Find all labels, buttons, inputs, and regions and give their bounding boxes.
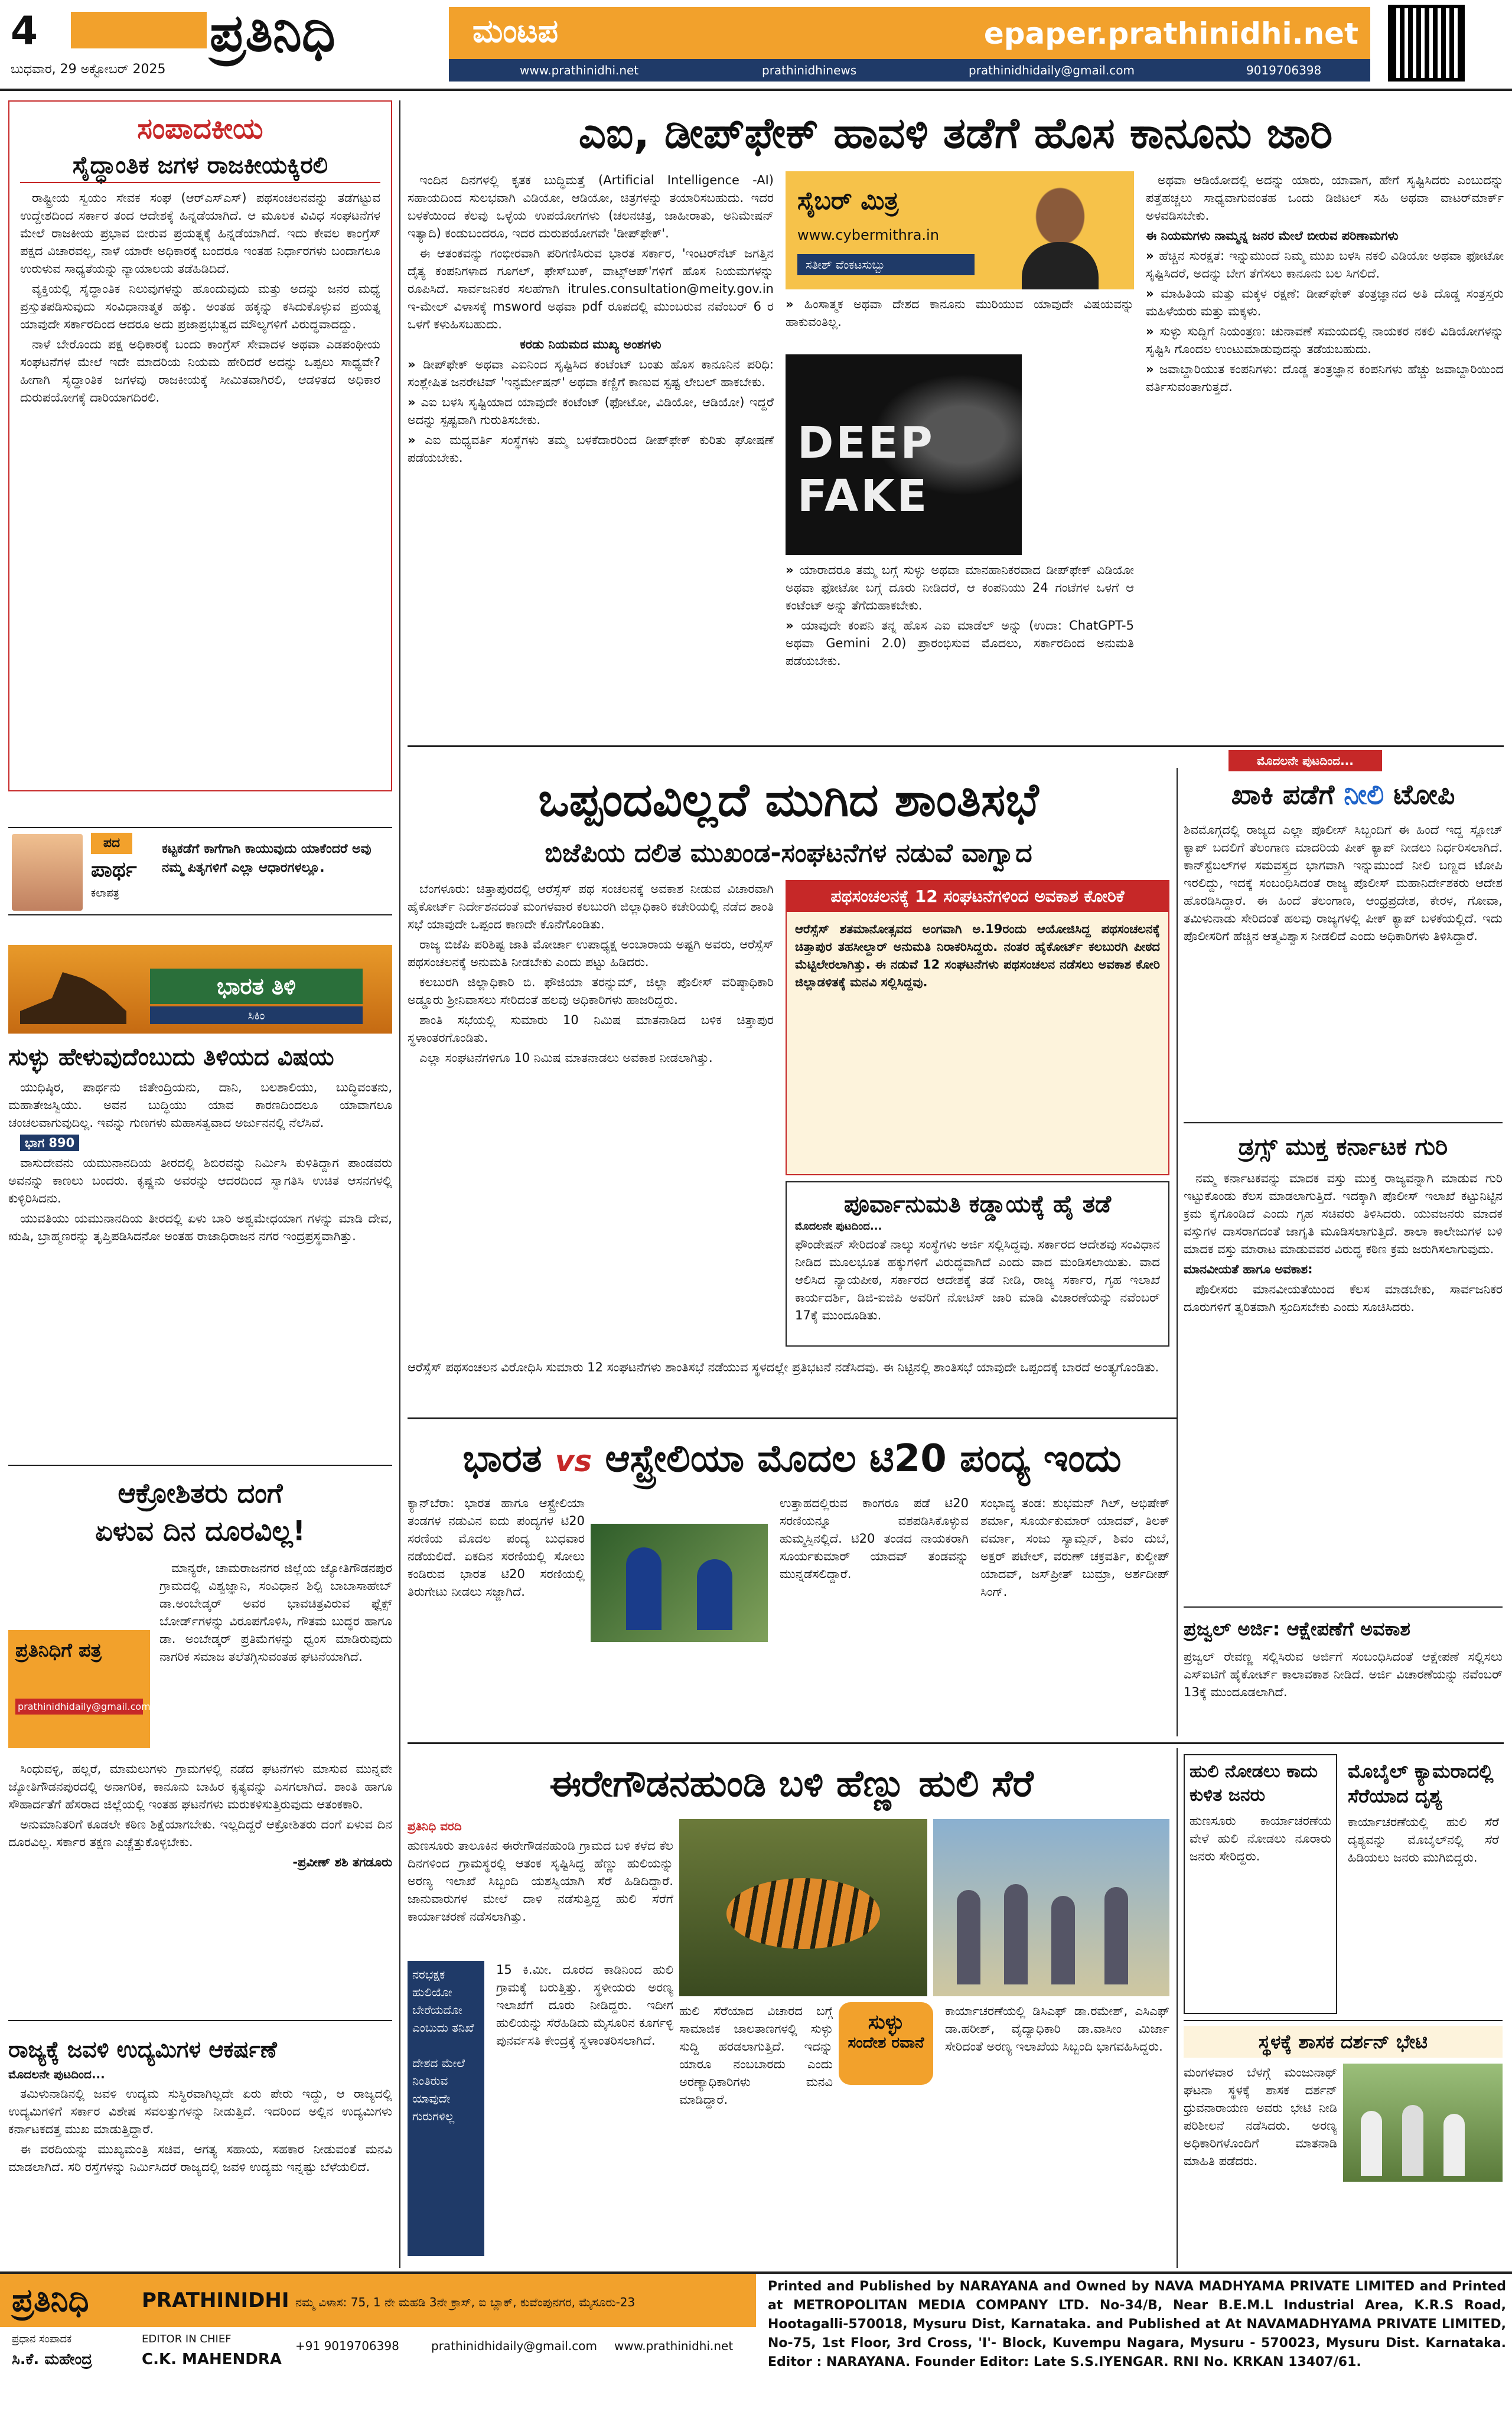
chariot-icon [20,959,126,1024]
editorial-paragraph: ವ್ಯಕ್ತಿಯಲ್ಲಿ ಸೈದ್ಧಾಂತಿಕ ನಿಲುವುಗಳನ್ನು ಹೊಂದುವುದು ಮತ್ತು ಅದನ್ನು ಜನರ ಮಧ್ಯೆ ಪ್ರಸ್ತುತಪಡಿಸುವುದು ಸಂವಿಧಾನಾತ್ಮಕ ಹಕ್ಕು. ಅಂತಹ ಹಕ್ಕನ್ನು ಕಸಿದುಕೊಳ್ಳುವ ಪ್ರಯತ್ನ ಯಾವುದೇ ಸರ್ಕಾರದಿಂದ ಆದರೂ ಅದು ಪ್ರಜಾಪ್ರಭುತ್ವದ ಮೌಲ್ಯಗಳಿಗೆ ವಿರುದ್ಧವಾದದ್ದು. [20,282,380,331]
peace-subheadline: ಬಿಜೆಪಿಯ ದಲಿತ ಮುಖಂಡ-ಸಂಘಟನೆಗಳ ನಡುವೆ ವಾಗ್ವಾದ [545,838,1032,868]
jobs-body [8,2085,392,2262]
footer-imprint: Printed and Published by NARAYANA and Owned by NAVA MADHYAMA PRIVATE LIMITED and Printed at METROPOLITAN MEDIA COMPANY LTD. No-34/B, Near B.E.M.L Industrial Area, K.R.S Road, Hootagalli-570018, Mysuru Dist, Karnataka. and Published at At NAVAMADHYAMA PRIVATE LIMITED, No-75, 1st Floor, 3rd Cross, 'I'- Block, Kuvempu Nagara, Mysuru - 570023, Mysuru Dist. Karnataka. Editor : NARAYANA. Founder Editor: Late S.S.IYENGAR. RNI No. KRKAN 13407/61. [768,2279,1506,2370]
drug-subhead: ಮಾನವೀಯತೆ ಹಾಗೂ ಅವಕಾಶ: [1184,1262,1313,1276]
bharata-paragraph: ಯುಧಿಷ್ಠಿರ, ಪಾರ್ಥನು ಜಿತೇಂದ್ರಿಯನು, ದಾನಿ, ಬಲಶಾಲಿಯು, ಬುದ್ಧಿವಂತನು, ಮಹಾತೇಜಸ್ವಿಯು. ಅವನ ಬುದ್ಧಿಯು ಯಾವ ಕಾರಣದಿಂದಲೂ ಯಾವಾಗಲೂ ಚಂಚಲವಾಗುವುದಿಲ್ಲ. ಇವನ್ನು ಗುಣಗಳು ಮಹಾಸತ್ವವಾದ ಅರ್ಜುನನಲ್ಲಿ ನೆಲೆಸಿವೆ. [8,1080,392,1130]
ai-bullet: » ಎಐ ಬಳಸಿ ಸೃಷ್ಟಿಯಾದ ಯಾವುದೇ ಕಂಟೆಂಟ್ (ಫೋಟೋ, ವಿಡಿಯೋ, ಆಡಿಯೋ) ಇದ್ದರೆ ಅದನ್ನು ಸ್ಪಷ್ಟವಾಗಿ ಗುರುತಿಸಬೇಕು. [408,393,774,429]
bharata-paragraph: ವಾಸುದೇವನು ಯಮುನಾನದಿಯ ತೀರದಲ್ಲಿ ಶಿಬಿರವನ್ನು ನಿರ್ಮಿಸಿ ಕುಳಿತಿದ್ದಾಗ ಪಾಂಡವರು ಅವನನ್ನು ಕಾಣಲು ಬಂದರು. ಕೃಷ್ಣನು ಅವರನ್ನು ಆದರದಿಂದ ಸ್ವಾಗತಿಸಿ ಉಚಿತ ಆಸನಗಳಲ್ಲಿ ಕುಳ್ಳಿರಿಸಿದನು. [8,1156,392,1205]
mobile-camera-text: ಕಾರ್ಯಾಚರಣೆಯಲ್ಲಿ ಹುಲಿ ಸೆರೆ ದೃಶ್ಯವನ್ನು ಮೊಬೈಲ್‌ನಲ್ಲಿ ಸೆರೆ ಹಿಡಿಯಲು ಜನರು ಮುಗಿಬಿದ್ದರು. [1348,1815,1499,1865]
brand-logo: ಪ್ರತಿನಿಧಿ [210,2,335,63]
editorial-paragraph: ನಾಳೆ ಬೇರೊಂದು ಪಕ್ಷ ಅಧಿಕಾರಕ್ಕೆ ಬಂದು ಕಾಂಗ್ರೆಸ್ ಸೇವಾದಳ ಅಥವಾ ಎಡಪಂಥೀಯ ಸಂಘಟನೆಗಳ ಮೇಲೆ ಇದೇ ಮಾದರಿಯ ನಿಯಮ ಹೇರಿದರೆ ಅದನ್ನು ಒಪ್ಪಲು ಸಾಧ್ಯವೇ? ಹೀಗಾಗಿ ಸೈದ್ಧಾಂತಿಕ ಜಗಳವು ರಾಜಕೀಯಕ್ಕೆ ಸೀಮಿತವಾಗಿರಲಿ, ಆಡಳಿತದ ಅಧಿಕಾರ ದುರುಪಯೋಗಕ್ಕೆ ದಾರಿಯಾಗದಿರಲಿ. [20,337,380,405]
ai-bullet: » ಯಾರಾದರೂ ತಮ್ಮ ಬಗ್ಗೆ ಸುಳ್ಳು ಅಥವಾ ಮಾನಹಾನಿಕರವಾದ ಡೀಪ್‌ಫೇಕ್ ವಿಡಿಯೋ ಅಥವಾ ಫೋಟೋ ಬಗ್ಗೆ ದೂರು ನೀಡಿದರೆ, ಆ ಕಂಪನಿಯು 24 ಗಂಟೆಗಳ ಒಳಗೆ ಆ ಕಂಟೆಂಟ್ ಅನ್ನು ತೆಗೆದುಹಾಕಬೇಕು. [786,561,1134,614]
prajwal-headline: ಪ್ರಜ್ವಲ್ ಅರ್ಜಿ: ಆಕ್ಷೇಪಣೆಗೆ ಅವಕಾಶ [1184,1618,1410,1640]
columnist-quote: ಕಟ್ಟಕಡೆಗೆ ಕಾಗೆಗಾಗಿ ಕಾಯುವುದು ಯಾಕೆಂದರೆ ಅವು ನಮ್ಮ ಪಿತೃಗಳಿಗೆ ಎಲ್ಲಾ ಆಧಾರಗಳಲ್ಲೂ. [162,842,372,875]
ai-paragraph: ಇಂದಿನ ದಿನಗಳಲ್ಲಿ ಕೃತಕ ಬುದ್ಧಿಮತ್ತೆ (Artificial Intelligence -AI) ಸಹಾಯದಿಂದ ಸುಲಭವಾಗಿ ವಿಡಿಯೋ, ಆಡಿಯೋ, ಚಿತ್ರಗಳನ್ನು ತಯಾರಿಸಬಹುದು. ಇದರ ಬಳಕೆಯಿಂದ ಕೆಲವು ಒಳ್ಳೆಯ ಉಪಯೋಗಗಳು (ಚಲನಚಿತ್ರ, ಜಾಹೀರಾತು, ಅನಿಮೇಷನ್ ಇತ್ಯಾದಿ) ಕಂಡುಬಂದರೂ, ಇದರ ದುರುಪಯೋಗವೇ 'ಡೀಪ್‌ಫೇಕ್'. [408,173,774,240]
bharata-paragraph: ಯುವತಿಯು ಯಮುನಾನದಿಯ ತೀರದಲ್ಲಿ ಏಳು ಬಾರಿ ಅಶ್ವಮೇಧಯಾಗ ಗಳನ್ನು ಮಾಡಿ ದೇವ, ಋಷಿ, ಬ್ರಾಹ್ಮಣರನ್ನು ತೃಪ್ತಿಪಡಿಸಿದನೋ ಅಂತಹ ರಾಜಾಧಿರಾಜನ ನಗರ ಇಂದ್ರಪ್ರಸ್ಥವಾಗಿತ್ತು. [8,1211,392,1243]
mla-visit-photo [1343,2064,1503,2182]
ai-col-3b [786,561,1134,738]
editorial-headline: ಸೈದ್ಧಾಂತಿಕ ಜಗಳ ರಾಜಕೀಯಕ್ಕಿರಲಿ [20,148,380,183]
tiger-side-text-1: ನರಭಕ್ಷಕ ಹುಲಿಯೋ ಬೇರೆಯದೋ ಎಂಬುದು ತನಿಖೆ [412,1967,474,2035]
opinion-body-right [159,1559,392,1760]
peace-box-title: ಪಥಸಂಚಲನಕ್ಕೆ 12 ಸಂಘಟನೆಗಳಿಂದ ಅವಕಾಶ ಕೋರಿಕೆ [787,881,1168,912]
peace-box-text: ಆರೆಸ್ಸೆಸ್ ಶತಮಾನೋತ್ಸವದ ಅಂಗವಾಗಿ ಅ.19ರಂದು ಆಯೋಜಿಸಿದ್ದ ಪಥಸಂಚಲನಕ್ಕೆ ಚಿತ್ತಾಪುರ ತಹಸೀಲ್ದಾರ್ ಅನುಮತಿ ನಿರಾಕರಿಸಿದ್ದರು. ನಂತರ ಹೈಕೋರ್ಟ್ ಕಲಬುರಗಿ ಪೀಠದ ಮೆಟ್ಟಿಲೇರಲಾಗಿತ್ತು. ಈ ನಡುವೆ 12 ಸಂಘಟನೆಗಳು ಪಥಸಂಚಲನ ನಡೆಸಲು ಅವಕಾಶ ಕೋರಿ ಜಿಲ್ಲಾಡಳಿತಕ್ಕೆ ಮನವಿ ಸಲ್ಲಿಸಿದ್ದವು. [795,922,1160,989]
peace-red-box [786,880,1169,1175]
khaki-headline [1184,774,1503,815]
masthead [0,0,1512,89]
letters-email[interactable]: prathinidhidaily@gmail.com [15,1699,143,1715]
editorial-body [20,189,380,406]
jobs-paragraph: ತಮಿಳುನಾಡಿನಲ್ಲಿ ಜವಳಿ ಉದ್ಯಮ ಸುಸ್ಥಿರವಾಗಿಲ್ಲದೇ ಏರು ಪೇರು ಇದ್ದು, ಆ ರಾಜ್ಯದಲ್ಲಿ ಉದ್ಯಮಿಗಳಿಗೆ ಸರ್ಕಾರ ವಿಶೇಷ ಸವಲತ್ತುಗಳನ್ನು ನೀಡುತ್ತಿದೆ. ಇದರಿಂದ ಅಲ್ಲಿನ ಉದ್ಯಮಿಗಳು ಕರ್ನಾಟಕದತ್ತ ಮುಖ ಮಾಡುತ್ತಿದ್ದಾರೆ. [8,2087,392,2136]
hc-text: ಫೌಂಡೇಷನ್ ಸೇರಿದಂತೆ ನಾಲ್ಕು ಸಂಸ್ಥೆಗಳು ಅರ್ಜಿ ಸಲ್ಲಿಸಿದ್ದವು. ಸರ್ಕಾರದ ಆದೇಶವು ಸಂವಿಧಾನ ನೀಡಿದ ಮೂಲಭೂತ ಹಕ್ಕುಗಳಿಗೆ ವಿರುದ್ಧವಾಗಿದೆ ಎಂದು ವಾದ ಮಂಡಿಸಲಾಯಿತು. ವಾದ ಆಲಿಸಿದ ನ್ಯಾಯಪೀಠ, ಸರ್ಕಾರದ ಆದೇಶಕ್ಕೆ ತಡೆ ನೀಡಿ, ರಾಜ್ಯ ಸರ್ಕಾರ, ಗೃಹ ಇಲಾಖೆ ಕಾರ್ಯದರ್ಶಿ, ಡಿಜಿ-ಐಜಿಪಿ ಅವರಿಗೆ ನೋಟಿಸ್ ಜಾರಿ ಮಾಡಿ ವಿಚಾರಣೆಯನ್ನು ನವೆಂಬರ್ 17ಕ್ಕೆ ಮುಂದೂಡಿತು. [795,1237,1160,1322]
peace-paragraph: ಎಲ್ಲಾ ಸಂಘಟನೆಗಳಿಗೂ 10 ನಿಮಿಷ ಮಾತನಾಡಲು ಅವಕಾಶ ನೀಡಲಾಗಿತ್ತು. [419,1051,713,1065]
peace-paragraph: ರಾಜ್ಯ ಬಿಜೆಪಿ ಪರಿಶಿಷ್ಟ ಜಾತಿ ಮೋರ್ಚಾ ಉಪಾಧ್ಯಕ್ಷ ಅಂಬಾರಾಯ ಅಷ್ಟಗಿ ಅವರು, ಆರೆಸ್ಸೆಸ್ ಪಥಸಂಚಲನಕ್ಕೆ ಅನುಮತಿ ನೀಡಬೇಕು ಎಂದು ಪಟ್ಟು ಹಿಡಿದರು. [408,937,774,969]
tiger-watch-title: ಹುಲಿ ನೋಡಲು ಕಾದು ಕುಳಿತ ಜನರು [1190,1761,1318,1805]
bharata-part-tag: ಭಾಗ 890 [20,1135,79,1151]
tiger-col-1: ಹುಣಸೂರು ತಾಲೂಕಿನ ಈರೇಗೌಡನಹುಂಡಿ ಗ್ರಾಮದ ಬಳಿ ಕಳೆದ ಕೆಲ ದಿನಗಳಿಂದ ಗ್ರಾಮಸ್ಥರಲ್ಲಿ ಆತಂಕ ಸೃಷ್ಟಿಸಿದ್ದ ಹೆಣ್ಣು ಹುಲಿಯನ್ನು ಅರಣ್ಯ ಇಲಾಖೆ ಸಿಬ್ಬಂದಿ ಯಶಸ್ವಿಯಾಗಿ ಸೆರೆ ಹಿಡಿದಿದ್ದಾರೆ. ಜಾನುವಾರುಗಳ ಮೇಲೆ ದಾಳಿ ನಡೆಸುತ್ತಿದ್ದ ಹುಲಿ ಸೆರೆಗೆ ಕಾರ್ಯಾಚರಣೆ ನಡೆಸಲಾಗಿತ್ತು. [408,1839,673,1924]
cricket-col-4: ಸಂಭಾವ್ಯ ತಂಡ: ಶುಭಮನ್ ಗಿಲ್, ಅಭಿಷೇಕ್ ಶರ್ಮಾ, ಸೂರ್ಯಕುಮಾರ್ ಯಾದವ್, ತಿಲಕ್ ವರ್ಮಾ, ಸಂಜು ಸ್ಯಾಮ್ಸನ್, ಶಿವಂ ದುಬೆ, ಅಕ್ಷರ್ ಪಟೇಲ್, ವರುಣ್ ಚಕ್ರವರ್ತಿ, ಕುಲ್ದೀಪ್ ಯಾದವ್, ಜಸ್‌ಪ್ರೀತ್ ಬುಮ್ರಾ, ಅರ್ಶದೀಪ್ ಸಿಂಗ್. [980,1496,1169,1599]
date: ಬುಧವಾರ, 29 ಅಕ್ಟೋಬರ್ 2025 [11,62,166,77]
drug-paragraph: ಪೊಲೀಸರು ಮಾನವೀಯತೆಯಿಂದ ಕೆಲಸ ಮಾಡಬೇಕು, ಸಾರ್ವಜನಿಕರ ದೂರುಗಳಿಗೆ ತ್ವರಿತವಾಗಿ ಸ್ಪಂದಿಸಬೇಕು ಎಂದು ಸೂಚಿಸಿದರು. [1184,1282,1503,1314]
ai-bullet: » ಹಿಂಸಾತ್ಮಕ ಅಥವಾ ದೇಶದ ಕಾನೂನು ಮುರಿಯುವ ಯಾವುದೇ ವಿಷಯವನ್ನು ಹಾಕುವಂತಿಲ್ಲ. [786,295,1134,331]
cricket-col-3: ಉತ್ತಾಹದಲ್ಲಿರುವ ಕಾಂಗರೂ ಪಡೆ ಟಿ20 ಸರಣಿಯನ್ನೂ ವಶಪಡಿಸಿಕೊಳ್ಳುವ ಹುಮ್ಮಸ್ಸಿನಲ್ಲಿದೆ. ಟಿ20 ತಂಡದ ನಾಯಕರಾಗಿ ಸೂರ್ಯಕುಮಾರ್ ಯಾದವ್ ತಂಡವನ್ನು ಮುನ್ನಡೆಸಲಿದ್ದಾರೆ. [780,1496,969,1581]
khaki-headline-a: ಖಾಕಿ ಪಡೆಗೆ [1231,778,1344,810]
tiger-watch-box [1184,1754,1337,2014]
drug-body [1184,1169,1503,1601]
ai-subhead: ಕರಡು ನಿಯಮದ ಮುಖ್ಯ ಅಂಶಗಳು [520,337,662,351]
footer-editor-kn: ಸಿ.ಕೆ. ಮಹೇಂದ್ರ [12,2351,93,2368]
mobile-camera-box [1343,1754,1504,2014]
prajwal-body: ಪ್ರಜ್ವಲ್ ರೇವಣ್ಣ ಸಲ್ಲಿಸಿರುವ ಅರ್ಜಿಗೆ ಸಂಬಂಧಿಸಿದಂತೆ ಆಕ್ಷೇಪಣೆ ಸಲ್ಲಿಸಲು ಎಸ್‌ಐಟಿಗೆ ಹೈಕೋರ್ಟ್ ಕಾಲಾವಕಾಶ ನೀಡಿದೆ. ಅರ್ಜಿ ವಿಚಾರಣೆಯನ್ನು ನವೆಂಬರ್ 13ಕ್ಕೆ ಮುಂದೂಡಲಾಗಿದೆ. [1184,1650,1503,1699]
jobs-continued: ಮೊದಲನೇ ಪುಟದಿಂದ... [8,2067,105,2081]
peace-paragraph: ಶಾಂತಿ ಸಭೆಯಲ್ಲಿ ಸುಮಾರು 10 ನಿಮಿಷ ಮಾತನಾಡಿದ ಬಳಿಕ ಚಿತ್ತಾಪುರ ಸ್ಥಳಾಂತರಗೊಂಡಿತು. [408,1013,774,1045]
drug-headline: ಡ್ರಗ್ಸ್ ಮುಕ್ತ ಕರ್ನಾಟಕ ಗುರಿ [1238,1133,1448,1161]
cyber-mitra-box [786,171,1134,289]
peace-bottom: ಆರೆಸ್ಸೆಸ್ ಪಥಸಂಚಲನ ವಿರೋಧಿಸಿ ಸುಮಾರು 12 ಸಂಘಟನೆಗಳು ಶಾಂತಿಸಭೆ ನಡೆಯುವ ಸ್ಥಳದಲ್ಲೇ ಪ್ರತಿಭಟನೆ ನಡೆಸಿದವು. ಈ ನಿಟ್ಟಿನಲ್ಲಿ ಶಾಂತಿಸಭೆ ಯಾವುದೇ ಒಪ್ಪಂದಕ್ಕೆ ಬಾರದೆ ಅಂತ್ಯಗೊಂಡಿತು. [408,1360,1159,1374]
author-photo [998,177,1122,289]
columnist-avatar [12,834,83,911]
ai-bullet: » ಯಾವುದೇ ಕಂಪನಿ ತನ್ನ ಹೊಸ ಎಐ ಮಾಡೆಲ್ ಅನ್ನು (ಉದಾ: ChatGPT-5 ಅಥವಾ Gemini 2.0) ಪ್ರಾರಂಭಿಸುವ ಮೊದಲು, ಸರ್ಕಾರದಿಂದ ಅನುಮತಿ ಪಡೆಯಬೇಕು. [786,617,1134,670]
website-link[interactable]: www.prathinidhi.net [520,63,639,77]
peace-paragraph: ಕಲಬುರಗಿ ಜಿಲ್ಲಾಧಿಕಾರಿ ಬಿ. ಫೌಜಿಯಾ ತರನ್ನುಮ್, ಜಿಲ್ಲಾ ಪೊಲೀಸ್ ವರಿಷ್ಠಾಧಿಕಾರಿ ಅಡ್ಡೂರು ಶ್ರೀನಿವಾಸಲು ಸೇರಿದಂತೆ ಹಲವು ಅಧಿಕಾರಿಗಳು ಹಾಜರಿದ್ದರು. [408,975,774,1007]
ai-col-4 [1146,171,1504,738]
footer-phone: +91 9019706398 [295,2339,399,2353]
cyber-mitra-site[interactable]: www.cybermithra.in [797,227,939,243]
opinion-headline-1: ಆಕ್ರೋಶಿತರು ದಂಗೆ [118,1477,283,1509]
ai-headline: ಎಐ, ಡೀಪ್‌ಫೇಕ್ ಹಾವಳಿ ತಡೆಗೆ ಹೊಸ ಕಾನೂನು ಜಾರಿ [578,108,1333,158]
ai-subhead: ಈ ನಿಯಮಗಳು ನಾಮ್ಮನ್ನ ಜನರ ಮೇಲೆ ಬೀರುವ ಪರಿಣಾಮಗಳು [1146,229,1399,243]
email-link[interactable]: prathinidhidaily@gmail.com [969,63,1135,77]
tiger-byline: ಪ್ರತಿನಿಧಿ ವರದಿ [408,1819,462,1833]
opinion-paragraph: ಸಿಂಧುವಳ್ಳಿ, ಹಲ್ಲರೆ, ಮಾಮಲುಗಳು ಗ್ರಾಮಗಳಲ್ಲಿ ನಡೆದ ಘಟನೆಗಳು ಮಾಸುವ ಮುನ್ನವೇ ಜ್ಯೋತಿಗೌಡನಪುರದಲ್ಲಿ ಅನಾಗರಿಕ, ಕಾನೂನು ಬಾಹಿರ ಕೃತ್ಯವನ್ನು ಎಸಗಲಾಗಿದೆ. ಶಾಂತಿ ಹಾಗೂ ಸೌಹಾರ್ದತೆಗೆ ಹೆಸರಾದ ಜಿಲ್ಲೆಯಲ್ಲಿ ಇಂತಹ ಘಟನೆಗಳು ಮರುಕಳಿಸುತ್ತಿರುವುದು ಆತಂಕಕಾರಿ. [8,1762,392,1811]
ai-bullet: » ಮಾಹಿತಿಯ ಮತ್ತು ಮಕ್ಕಳ ರಕ್ಷಣೆ: ಡೀಪ್‌ಫೇಕ್ ತಂತ್ರಜ್ಞಾನದ ಅತಿ ದೊಡ್ಡ ಸಂತ್ರಸ್ತರು ಮಹಿಳೆಯರು ಮತ್ತು ಮಕ್ಕಳು. [1146,285,1504,320]
editorial-title: ಸಂಪಾದಕೀಯ [137,112,263,145]
opinion-paragraph: ಅನುಮಾನಿತರಿಗೆ ಕೂಡಲೇ ಕಠಿಣ ಶಿಕ್ಷೆಯಾಗಬೇಕು. ಇಲ್ಲದಿದ್ದರೆ ಆಕ್ರೋಶಿತರು ದಂಗೆ ಏಳುವ ದಿನ ದೂರವಿಲ್ಲ. ಸರ್ಕಾರ ತಕ್ಷಣ ಎಚ್ಚೆತ್ತುಕೊಳ್ಳಬೇಕು. [8,1817,392,1849]
mobile-camera-title: ಮೊಬೈಲ್ ಕ್ಯಾಮರಾದಲ್ಲಿ ಸೆರೆಯಾದ ದೃಶ್ಯ [1348,1760,1494,1807]
tiger-col-3: ಹುಲಿ ಸೆರೆಯಾದ ವಿಚಾರದ ಬಗ್ಗೆ ಸಾಮಾಜಿಕ ಜಾಲತಾಣಗಳಲ್ಲಿ ಸುಳ್ಳು ಸುದ್ದಿ ಹರಡಲಾಗುತ್ತಿದೆ. ಇದನ್ನು ಯಾರೂ ನಂಬಬಾರದು ಎಂದು ಅರಣ್ಯಾಧಿಕಾರಿಗಳು ಮನವಿ ಮಾಡಿದ್ದಾರೆ. [679,2004,833,2107]
hc-headline: ಪೂರ್ವಾನುಮತಿ ಕಡ್ಡಾಯಕ್ಕೆ ಹೈ ತಡೆ [843,1191,1112,1218]
footer-email[interactable]: prathinidhidaily@gmail.com [431,2339,597,2353]
jobs-headline: ರಾಜ್ಯಕ್ಕೆ ಜವಳಿ ಉದ್ಯಮಿಗಳ ಆಕರ್ಷಣೆ [8,2036,277,2062]
opinion-paragraph: ಮಾನ್ಯರೇ, ಚಾಮರಾಜನಗರ ಜಿಲ್ಲೆಯ ಜ್ಯೋತಿಗೌಡನಪುರ ಗ್ರಾಮದಲ್ಲಿ ವಿಶ್ವಜ್ಞಾನಿ, ಸಂವಿಧಾನ ಶಿಲ್ಪಿ ಬಾಬಾಸಾಹೇಬ್ ಡಾ.ಅಂಬೇಡ್ಕರ್ ಅವರ ಭಾವಚಿತ್ರವಿರುವ ಫ್ಲೆಕ್ಸ್ ಬೋರ್ಡ್‌ಗಳನ್ನು ವಿರೂಪಗೊಳಿಸಿ, ಗೌತಮ ಬುದ್ಧರ ಹಾಗೂ ಡಾ. ಅಂಬೇಡ್ಕರ್ ಪ್ರತಿಮೆಗಳನ್ನು ಧ್ವಂಸ ಮಾಡಿರುವುದು ನಾಗರಿಕ ಸಮಾಜ ತಲೆತಗ್ಗಿಸುವಂತಹ ಘಟನೆಯಾಗಿದೆ. [159,1561,392,1664]
peace-col-1 [408,880,774,1352]
ai-bullet: » ಎಐ ಮಧ್ಯವರ್ತಿ ಸಂಸ್ಥೆಗಳು ತಮ್ಮ ಬಳಕೆದಾರರಿಂದ ಡೀಪ್‌ಫೇಕ್ ಕುರಿತು ಘೋಷಣೆ ಪಡೆಯಬೇಕು. [408,431,774,467]
tiger-headline: ಈರೇಗೌಡನಹುಂಡಿ ಬಳಿ ಹೆಣ್ಣು ಹುಲಿ ಸೆರೆ [549,1762,1034,1805]
columnist-box [8,827,392,915]
cricket-col-1: ಕ್ಯಾನ್‌ಬೆರಾ: ಭಾರತ ಹಾಗೂ ಆಸ್ಟ್ರೇಲಿಯಾ ತಂಡಗಳ ನಡುವಿನ ಐದು ಪಂದ್ಯಗಳ ಟಿ20 ಸರಣಿಯ ಮೊದಲ ಪಂದ್ಯ ಬುಧವಾರ ನಡೆಯಲಿದೆ. ಏಕದಿನ ಸರಣಿಯಲ್ಲಿ ಸೋಲು ಕಂಡಿರುವ ಭಾರತ ಟಿ20 ಸರಣಿಯಲ್ಲಿ ತಿರುಗೇಟು ನೀಡಲು ಸಜ್ಜಾಗಿದೆ. [408,1496,585,1599]
peace-headline: ಒಪ್ಪಂದವಿಲ್ಲದೆ ಮುಗಿದ ಶಾಂತಿಸಭೆ [538,774,1039,827]
deepfake-word-2: FAKE [797,471,930,522]
drug-paragraph: ನಮ್ಮ ಕರ್ನಾಟಕವನ್ನು ಮಾದಕ ವಸ್ತು ಮುಕ್ತ ರಾಜ್ಯವನ್ನಾಗಿ ಮಾಡುವ ಗುರಿ ಇಟ್ಟುಕೊಂಡು ಕೆಲಸ ಮಾಡಲಾಗುತ್ತಿದೆ. ಇದಕ್ಕಾಗಿ ಪೊಲೀಸ್ ಇಲಾಖೆ ಕಟ್ಟುನಿಟ್ಟಿನ ಕ್ರಮ ಕೈಗೊಂಡಿದೆ ಎಂದು ಗೃಹ ಸಚಿವರು ತಿಳಿಸಿದರು. ಯುವಜನರು ಮಾದಕ ವಸ್ತುಗಳ ದಾಸರಾಗದಂತೆ ಜಾಗೃತಿ ಮೂಡಿಸಲಾಗುತ್ತಿದೆ. ಶಾಲಾ ಕಾಲೇಜುಗಳ ಬಳಿ ಮಾದಕ ವಸ್ತು ಮಾರಾಟ ಮಾಡುವವರ ವಿರುದ್ಧ ಕಠಿಣ ಕ್ರಮ ಜರುಗಿಸಲಾಗುವುದು. [1184,1171,1503,1256]
footer-editor-en: C.K. MAHENDRA [142,2351,282,2368]
cricket-headline-a: ಭಾರತ [462,1437,555,1481]
bharata-headline: ಸುಳ್ಳು ಹೇಳುವುದೆಂಬುದು ತಿಳಿಯದ ವಿಷಯ [8,1044,334,1071]
ai-bullet: » ಜವಾಬ್ದಾರಿಯುತ ಕಂಪನಿಗಳು: ದೊಡ್ಡ ತಂತ್ರಜ್ಞಾನ ಕಂಪನಿಗಳು ಹೆಚ್ಚು ಜವಾಬ್ದಾರಿಯಿಂದ ವರ್ತಿಸುವಂತಾಗುತ್ತದೆ. [1146,360,1504,396]
editorial-box [8,100,392,791]
hc-box [786,1181,1169,1347]
mla-visit-headline: ಸ್ಥಳಕ್ಕೆ ಶಾಸಕ ದರ್ಶನ್ ಭೇಟಿ [1184,2026,1503,2058]
bharata-body [8,1078,392,1456]
khaki-headline-c: ಟೋಪಿ [1384,778,1455,810]
tiger-side-text-2: ದೇಶದ ಮೇಲೆ ನಿಂತಿರುವ ಯಾವುದೇ ಗುರುಗಳಿಲ್ಲ [412,2056,465,2123]
footer-editor-label-kn: ಪ್ರಧಾನ ಸಂಪಾದಕ [12,2333,72,2345]
footer [0,2274,1512,2428]
footer-brand-en: PRATHINIDHI [142,2289,289,2312]
peace-continued: ಮೊದಲನೇ ಪುಟದಿಂದ... [1228,750,1382,771]
bharata-banner [8,945,392,1034]
ai-col-1 [408,171,774,738]
letters-box [8,1630,150,1748]
cricket-headline [408,1429,1177,1488]
phone-number: 9019706398 [1246,63,1322,77]
tiger-col-4: ಕಾರ್ಯಾಚರಣೆಯಲ್ಲಿ ಡಿಸಿಎಫ್ ಡಾ.ರಮೇಶ್, ಎಸಿಎಫ್ ಡಾ.ಹರೀಶ್, ವೈದ್ಯಾಧಿಕಾರಿ ಡಾ.ವಾಸೀಂ ಮಿರ್ಜಾ ಸೇರಿದಂತೆ ಅರಣ್ಯ ಇಲಾಖೆಯ ಸಿಬ್ಬಂದಿ ಭಾಗವಹಿಸಿದ್ದರು. [945,2004,1169,2054]
ai-paragraph: ಈ ಆತಂಕವನ್ನು ಗಂಭೀರವಾಗಿ ಪರಿಗಣಿಸಿರುವ ಭಾರತ ಸರ್ಕಾರ, 'ಇಂಟರ್‌ನೆಟ್ ಜಗತ್ತಿನ ದೈತ್ಯ ಕಂಪನಿಗಳಾದ ಗೂಗಲ್, ಫೇಸ್‌ಬುಕ್, ವಾಟ್ಸ್‌ಆಪ್'ಗಳಿಗೆ ಹೊಸ ನಿಯಮಗಳನ್ನು ರೂಪಿಸಿದೆ. ಸಾರ್ವಜನಿಕರ ಸಲಹೆಗಾಗಿ itrules.consultation@meity.gov.in ಇ-ಮೇಲ್ ವಿಳಾಸಕ್ಕೆ msword ಅಥವಾ pdf ರೂಪದಲ್ಲಿ ಮುಂಬರುವ ನವೆಂಬರ್ 6 ರ ಒಳಗೆ ಕಳುಹಿಸಬಹುದು. [408,246,774,331]
footer-web[interactable]: www.prathinidhi.net [614,2339,734,2353]
section-name: ಮಂಟಪ [472,12,559,50]
tiger-pill-1: ಸುಳ್ಳು [868,2010,904,2034]
qr-code-icon[interactable] [1388,5,1465,82]
cricket-photo [591,1524,768,1642]
hc-continued: ಮೊದಲನೇ ಪುಟದಿಂದ... [795,1220,882,1233]
ai-bullet: » ಹೆಚ್ಚಿನ ಸುರಕ್ಷತೆ: ಇನ್ನುಮುಂದೆ ನಿಮ್ಮ ಮುಖ ಬಳಸಿ ನಕಲಿ ವಿಡಿಯೋ ಅಥವಾ ಫೋಟೋ ಸೃಷ್ಟಿಸಿದರೆ, ಅದನ್ನು ಬೇಗ ತೆಗೆಸಲು ಕಾನೂನು ಬಲ ಸಿಗಲಿದೆ. [1146,247,1504,282]
khaki-headline-blue: ನೀಲಿ [1344,778,1384,810]
mla-visit-body: ಮಂಗಳವಾರ ಬೆಳಗ್ಗೆ ಮಂಜುನಾಥ್ ಘಟನಾ ಸ್ಥಳಕ್ಕೆ ಶಾಸಕ ದರ್ಶನ್ ಧ್ರುವನಾರಾಯಣ ಅವರು ಭೇಟಿ ನೀಡಿ ಪರಿಶೀಲನೆ ನಡೆಸಿದರು. ಅರಣ್ಯ ಅಧಿಕಾರಿಗಳೊಂದಿಗೆ ಮಾತನಾಡಿ ಮಾಹಿತಿ ಪಡೆದರು. [1184,2065,1337,2168]
ai-paragraph: ಅಥವಾ ಆಡಿಯೋದಲ್ಲಿ ಅದನ್ನು ಯಾರು, ಯಾವಾಗ, ಹೇಗೆ ಸೃಷ್ಟಿಸಿದರು ಎಂಬುದನ್ನು ಪತ್ತೆಹಚ್ಚಲು ಸಾಧ್ಯವಾಗುವಂತಹ ಒಂದು ಡಿಜಿಟಲ್ ಸಹಿ ಅಥವಾ ವಾಟರ್‌ಮಾರ್ಕ್ ಅಳವಡಿಸಬೇಕು. [1146,173,1504,223]
vs-badge: vs [555,1444,592,1478]
editorial-paragraph: ರಾಷ್ಟ್ರೀಯ ಸ್ವಯಂ ಸೇವಕ ಸಂಘ (ಆರ್‌ಎಸ್‌ಎಸ್) ಪಥಸಂಚಲನವನ್ನು ತಡೆಗಟ್ಟುವ ಉದ್ದೇಶದಿಂದ ಸರ್ಕಾರ ತಂದ ಆದೇಶಕ್ಕೆ ಹಿನ್ನಡೆಯಾಗಿದೆ. ಆ ಮೂಲಕ ವಿವಿಧ ಸಂಘಟನೆಗಳ ಮೇಲೆ ರಾಜಕೀಯ ಪ್ರಭಾವ ಬೀರುವ ಪ್ರಯತ್ನಕ್ಕೆ ಹಿನ್ನಡೆಯಾಗಿದೆ. ಇದು ಕೇವಲ ಕಾಂಗ್ರೆಸ್ ಪಕ್ಷದ ವಿಚಾರವಲ್ಲ, ನಾಳೆ ಯಾರೇ ಅಧಿಕಾರಕ್ಕೆ ಬಂದರೂ ಇಂತಹ ನಿರ್ಧಾರಗಳು ಬಂದಾಗಲೂ ಉರುಳುವ ಸಾಧ್ಯತೆಯನ್ನು ನ್ಯಾಯಾಲಯ ತಡೆಹಿಡಿದಿದೆ. [20,191,380,276]
opinion-headline-2: ಏಳುವ ದಿನ ದೂರವಿಲ್ಲ! [95,1515,305,1547]
opinion-signature: -ಪ್ರವೀಣ್ ಶಶಿ ತಗಡೂರು [292,1855,392,1869]
page-number: 4 [11,8,38,54]
ai-bullet: » ಸುಳ್ಳು ಸುದ್ದಿಗೆ ನಿಯಂತ್ರಣ: ಚುನಾವಣೆ ಸಮಯದಲ್ಲಿ ನಾಯಕರ ನಕಲಿ ವಿಡಿಯೋಗಳನ್ನು ಸೃಷ್ಟಿಸಿ ಗೊಂದಲ ಉಂಟುಮಾಡುವುದನ್ನು ತಡೆಯಬಹುದು. [1146,322,1504,358]
epaper-link[interactable]: epaper.prathinidhi.net [983,17,1358,51]
ai-col-3a [786,295,1134,354]
ai-bullet: » ಡೀಪ್‌ಫೇಕ್ ಅಥವಾ ಎಐನಿಂದ ಸೃಷ್ಟಿಸಿದ ಕಂಟೆಂಟ್ ಬಂತು ಹೊಸ ಕಾನೂನಿನ ಪರಿಧಿ: ಸಂಶ್ಲೇಷಿತ ಜನರೇಟಿವ್ 'ಇನ್ಫರ್ಮೇಷನ್' ಅಥವಾ ಕಣ್ಣಿಗೆ ಕಾಣುವ ಸ್ಪಷ್ಟ ಲೇಬಲ್ ಹಾಕಬೇಕು. [408,356,774,391]
columnist-name: ಪಾರ್ಥ [91,858,137,882]
cyber-mitra-author: ಸತೀಶ್ ವೆಂಕಟಸುಬ್ಬು [797,254,975,275]
tiger-side-box [408,1961,484,2256]
opinion-body [8,1760,392,2008]
header-band-left [71,12,207,48]
bharata-title: ಭಾರತ ತಿಳಿ [150,969,363,1004]
deepfake-image [786,354,1022,555]
deepfake-word-1: DEEP [797,418,935,468]
cricket-headline-b: ಆಸ್ಟ್ರೇಲಿಯಾ ಮೊದಲ ಟಿ20 ಪಂದ್ಯ ಇಂದು [592,1437,1122,1481]
jobs-paragraph: ಈ ವರದಿಯನ್ನು ಮುಖ್ಯಮಂತ್ರಿ ಸಚಿವ, ಆಗತ್ಯ ಸಹಾಯ, ಸಹಕಾರ ನೀಡುವಂತೆ ಮನವಿ ಮಾಡಲಾಗಿದೆ. ಸರಿ ರಸ್ತೆಗಳನ್ನು ನಿರ್ಮಿಸಿದರೆ ರಾಜ್ಯದಲ್ಲಿ ಜವಳಿ ಉದ್ಯಮ ಇನ್ನಷ್ಟು ಬೆಳೆಯಲಿದೆ. [8,2142,392,2174]
social-handle[interactable]: prathinidhinews [762,63,857,77]
bharata-sub: ಸಿಕಿಂ [150,1006,363,1024]
footer-address: ನಮ್ಮ ವಿಳಾಸ: 75, 1 ನೇ ಮಹಡಿ 3ನೇ ಕ್ರಾಸ್, ಐ ಬ್ಲಾಕ್, ಕುವೆಂಪುನಗರ, ಮೈಸೂರು-23 [295,2295,636,2309]
tiger-watch-text: ಹುಣಸೂರು ಕಾರ್ಯಾಚರಣೆಯ ವೇಳೆ ಹುಲಿ ನೋಡಲು ನೂರಾರು ಜನರು ಸೇರಿದ್ದರು. [1190,1814,1331,1863]
letters-title: ಪ್ರತಿನಿಧಿಗೆ ಪತ್ರ [15,1639,102,1661]
columnist-tag: ಪದ [91,833,132,854]
columnist-role: ಕಲಾಪತ್ರ [91,887,119,899]
cyber-mitra-title: ಸೈಬರ್ ಮಿತ್ರ [797,186,899,215]
footer-brand: ಪ್ರತಿನಿಧಿ [12,2282,89,2319]
tiger-col-2: 15 ಕಿ.ಮೀ. ದೂರದ ಕಾಡಿನಿಂದ ಹುಲಿ ಗ್ರಾಮಕ್ಕೆ ಬರುತ್ತಿತ್ತು. ಸ್ಥಳೀಯರು ಅರಣ್ಯ ಇಲಾಖೆಗೆ ದೂರು ನೀಡಿದ್ದರು. ಇದೀಗ ಹುಲಿಯನ್ನು ಸೆರೆಹಿಡಿದು ಮೈಸೂರಿನ ಕೂರ್ಗಳ್ಳಿ ಪುನರ್ವಸತಿ ಕೇಂದ್ರಕ್ಕೆ ಸ್ಥಳಾಂತರಿಸಲಾಗಿದೆ. [496,1963,673,2048]
tiger-pill-2: ಸಂದೇಶ ರವಾನೆ [848,2034,924,2052]
tiger-photo-1 [679,1819,927,1996]
peace-paragraph: ಬೆಂಗಳೂರು: ಚಿತ್ತಾಪುರದಲ್ಲಿ ಆರೆಸ್ಸೆಸ್ ಪಥ ಸಂಚಲನಕ್ಕೆ ಅವಕಾಶ ನೀಡುವ ವಿಚಾರವಾಗಿ ಹೈಕೋರ್ಟ್ ನಿರ್ದೇಶನದಂತೆ ಮಂಗಳವಾರ ಕಲಬುರಗಿ ಜಿಲ್ಲಾಧಿಕಾರಿ ಕಚೇರಿಯಲ್ಲಿ ನಡೆದ ಶಾಂತಿ ಸಭೆ ಯಾವುದೇ ಒಪ್ಪಂದ ಕಾಣದೇ ಕೊನೆಗೊಂಡಿತು. [408,882,774,931]
footer-editor-label-en: EDITOR IN CHIEF [142,2333,232,2345]
tiger-photo-2 [933,1819,1169,1996]
khaki-body: ಶಿವಮೊಗ್ಗದಲ್ಲಿ ರಾಜ್ಯದ ಎಲ್ಲಾ ಪೊಲೀಸ್ ಸಿಬ್ಬಂದಿಗೆ ಈ ಹಿಂದೆ ಇದ್ದ ಸ್ಲೋಚ್ ಕ್ಯಾಪ್ ಬದಲಿಗೆ ತೆಲಂಗಾಣ ಮಾದರಿಯ ಪೀಕ್ ಕ್ಯಾಪ್ ನೀಡಲು ನಿರ್ಧರಿಸಲಾಗಿದೆ. ಕಾನ್‌ಸ್ಟೆಬಲ್‌ಗಳ ಸಮವಸ್ತ್ರದ ಭಾಗವಾಗಿ ಇನ್ನುಮುಂದೆ ನೀಲಿ ಬಣ್ಣದ ಟೋಪಿ ಇರಲಿದ್ದು, ಇದಕ್ಕೆ ಸಂಬಂಧಿಸಿದಂತೆ ರಾಜ್ಯ ಪೊಲೀಸ್ ಮಹಾನಿರ್ದೇಶಕರು ಆದೇಶ ಹೊರಡಿಸಿದ್ದಾರೆ. ಈ ಹಿಂದೆ ತೆಲಂಗಾಣ, ಆಂಧ್ರಪ್ರದೇಶ, ಕೇರಳ, ಗೋವಾ, ತಮಿಳುನಾಡು ಸೇರಿದಂತೆ ಹಲವು ರಾಜ್ಯಗಳಲ್ಲಿ ಪೀಕ್ ಕ್ಯಾಪ್ ಬಳಕೆಯಲ್ಲಿದೆ. ಇದು ಪೊಲೀಸರಿಗೆ ಹೆಚ್ಚಿನ ಆತ್ಮವಿಶ್ವಾಸ ನೀಡಲಿದೆ ಎಂದು ಅಧಿಕಾರಿಗಳು ತಿಳಿಸಿದ್ದಾರೆ. [1184,823,1503,943]
tiger-pill [839,2002,933,2085]
